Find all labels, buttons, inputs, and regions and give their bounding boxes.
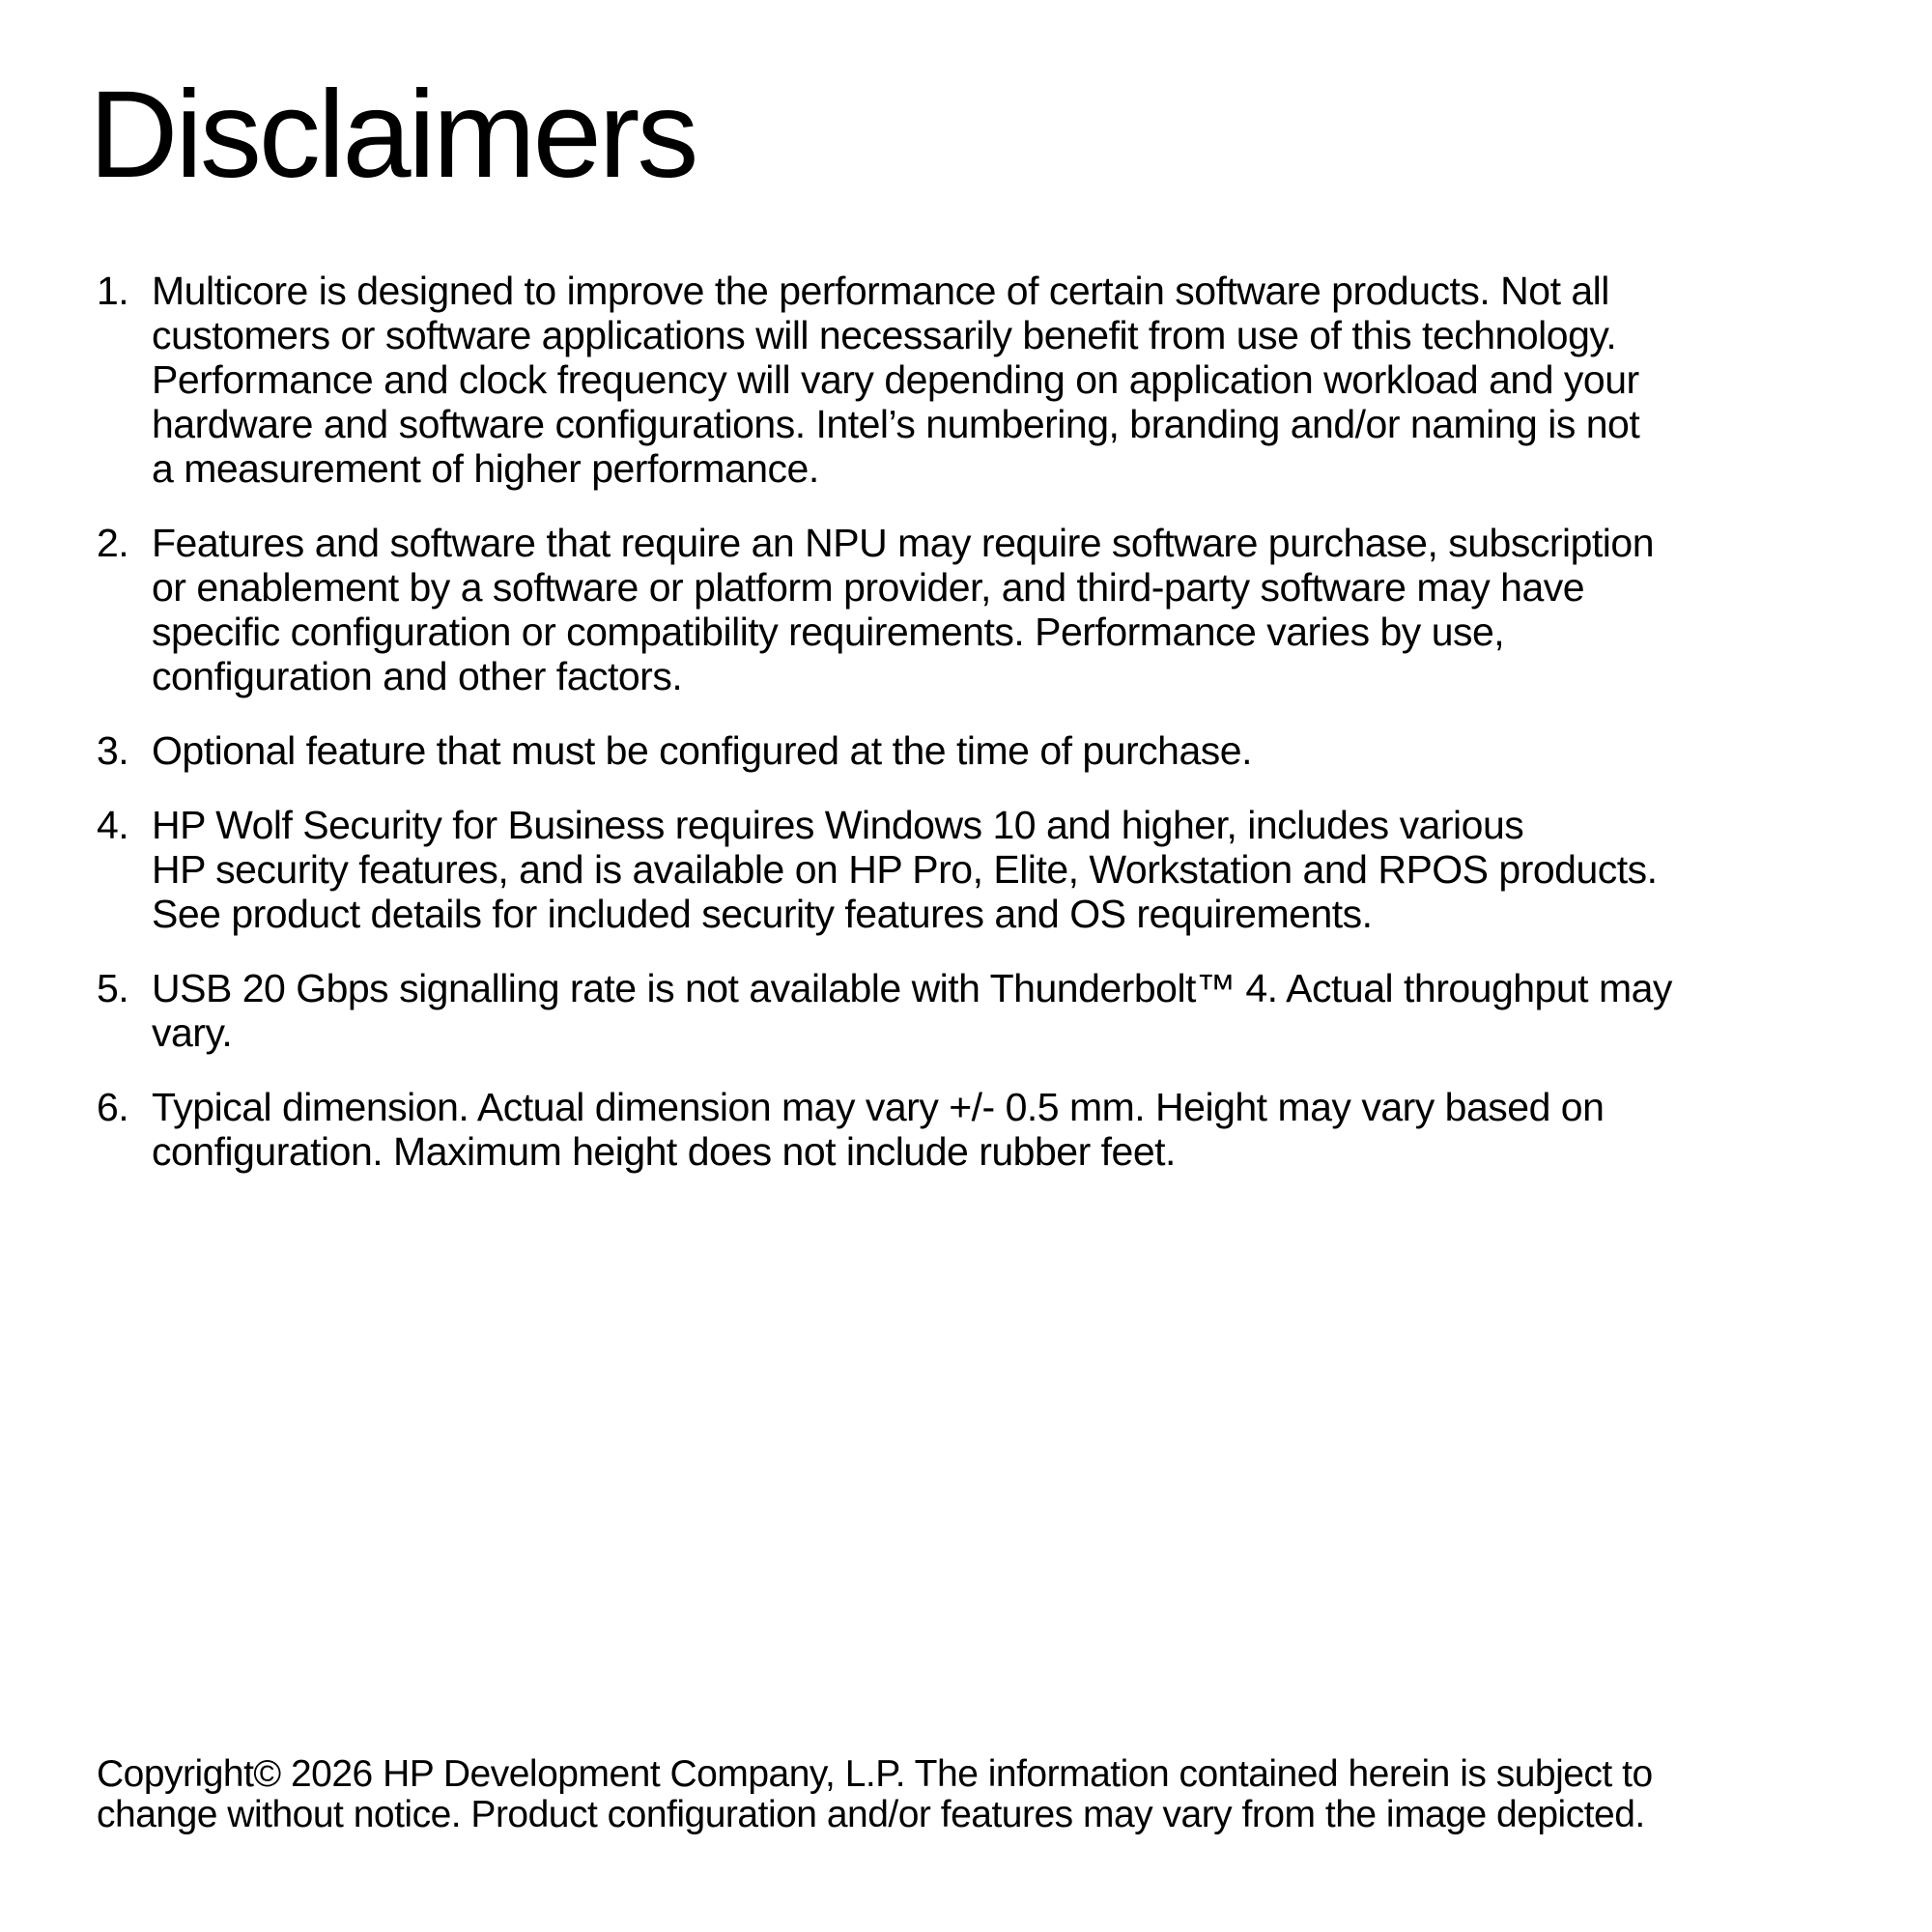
text-line: HP security features, and is available on HP Pro, Elite, Workstation and RPOS products. bbox=[152, 847, 1658, 892]
item-number: 1. bbox=[97, 269, 129, 313]
page-title: Disclaimers bbox=[89, 66, 696, 204]
item-text bbox=[152, 803, 1835, 936]
text-line: USB 20 Gbps signalling rate is not available with Thunderbolt™ 4. Actual throughput may bbox=[152, 966, 1672, 1010]
disclaimer-item-5 bbox=[97, 966, 1835, 1055]
item-number: 2. bbox=[97, 521, 129, 565]
text-line: vary. bbox=[152, 1010, 233, 1055]
text-line: HP Wolf Security for Business requires Windows 10 and higher, includes various bbox=[152, 803, 1524, 847]
copyright-line: change without notice. Product configuration and/or features may vary from the image depicted. bbox=[97, 1794, 1645, 1835]
text-line: or enablement by a software or platform provider, and third-party software may have bbox=[152, 565, 1585, 610]
text-line: a measurement of higher performance. bbox=[152, 446, 819, 491]
disclaimer-item-4 bbox=[97, 803, 1835, 936]
text-line: hardware and software configurations. Intel’s numbering, branding and/or naming is not bbox=[152, 402, 1640, 446]
text-line: configuration. Maximum height does not include rubber feet. bbox=[152, 1129, 1176, 1174]
text-line: customers or software applications will necessarily benefit from use of this technology. bbox=[152, 313, 1617, 357]
text-line: configuration and other factors. bbox=[152, 654, 683, 698]
text-line: Typical dimension. Actual dimension may vary +/- 0.5 mm. Height may vary based on bbox=[152, 1085, 1605, 1129]
disclaimer-list bbox=[97, 269, 1835, 1204]
item-text bbox=[152, 269, 1835, 491]
disclaimer-item-6 bbox=[97, 1085, 1835, 1174]
disclaimer-item-3 bbox=[97, 728, 1835, 773]
item-text bbox=[152, 728, 1835, 773]
item-number: 3. bbox=[97, 728, 129, 773]
item-text bbox=[152, 966, 1835, 1055]
text-line: Optional feature that must be configured at the time of purchase. bbox=[152, 728, 1252, 773]
text-line: See product details for included security features and OS requirements. bbox=[152, 892, 1373, 936]
text-line: Performance and clock frequency will vary depending on application workload and your bbox=[152, 357, 1639, 402]
disclaimer-item-1 bbox=[97, 269, 1835, 491]
item-text bbox=[152, 1085, 1835, 1174]
copyright-line: Copyright© 2026 HP Development Company, L.P. The information contained herein is subject to bbox=[97, 1753, 1653, 1795]
text-line: specific configuration or compatibility requirements. Performance varies by use, bbox=[152, 610, 1505, 654]
item-text bbox=[152, 521, 1835, 698]
disclaimer-item-2 bbox=[97, 521, 1835, 698]
item-number: 4. bbox=[97, 803, 129, 847]
text-line: Multicore is designed to improve the performance of certain software products. Not all bbox=[152, 269, 1609, 313]
copyright-notice bbox=[97, 1754, 1816, 1835]
item-number: 5. bbox=[97, 966, 129, 1010]
item-number: 6. bbox=[97, 1085, 129, 1129]
text-line: Features and software that require an NPU may require software purchase, subscription bbox=[152, 521, 1654, 565]
